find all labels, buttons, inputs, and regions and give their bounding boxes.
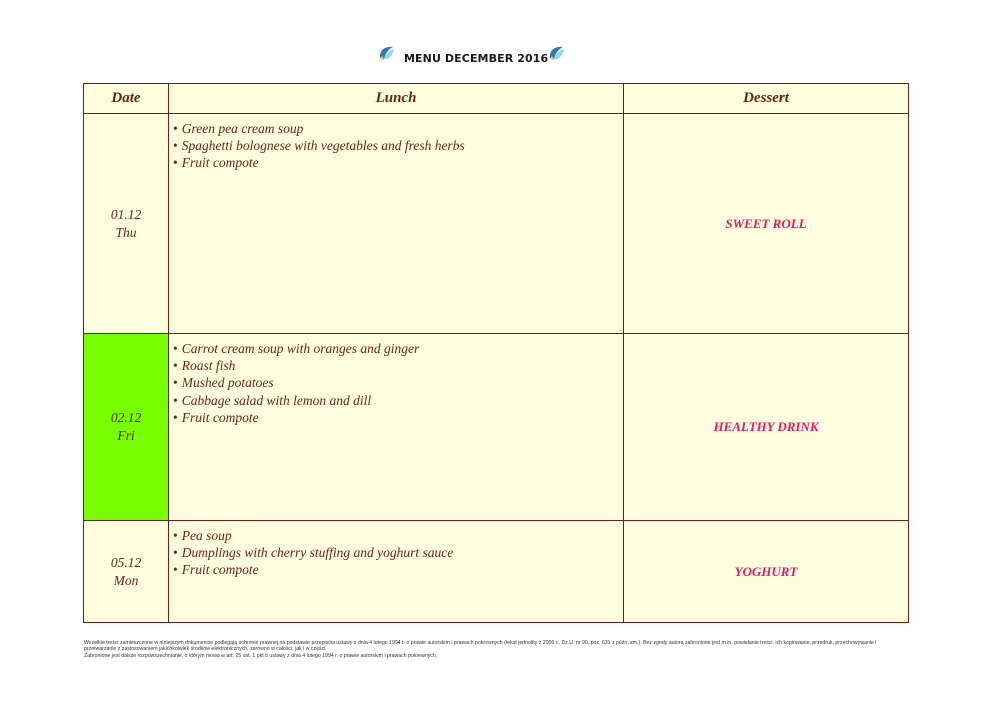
date-cell <box>84 114 169 334</box>
dessert-cell: HEALTHY DRINK <box>624 334 909 521</box>
menu-header <box>0 44 992 68</box>
table-row <box>84 521 909 623</box>
lunch-cell <box>169 521 624 623</box>
copyright-line: Wszelkie treści zamieszczone w niniejszym dokumencie podlegają ochronie prawnej na podstawie przepisów ustawy z dnia 4 lutego 1994 r. o prawie autorskim i prawach pokrewnych (tekst jednolity z 2006 r., Dz.U. nr 90, poz. 631 z późn. zm.). Bez zgody autora zabronione jest m.in. powielanie treści, ich kopiowanie, przedruk, przechowywanie i przetwarzanie z zastosowaniem jakichkolwiek środków elektronicznych, zarówno w całości, jak i w części. <box>84 640 877 653</box>
date-value: 02.12 <box>110 410 142 425</box>
dessert-cell: SWEET ROLL <box>624 114 909 334</box>
column-header-lunch: Lunch <box>169 84 624 114</box>
day-value: Thu <box>115 224 137 240</box>
list-item: • Spaghetti bolognese with vegetables and fresh herbs <box>173 137 623 154</box>
menu-table <box>83 83 909 623</box>
column-header-dessert: Dessert <box>624 84 909 114</box>
day-value: Fri <box>117 428 135 443</box>
date-value: 05.12 <box>110 554 142 570</box>
list-item: • Fruit compote <box>173 409 623 426</box>
lunch-cell <box>169 114 624 334</box>
day-value: Mon <box>113 572 139 588</box>
lunch-list <box>173 340 623 426</box>
page-title: MENU DECEMBER 2016 <box>404 52 549 65</box>
date-cell <box>84 521 169 623</box>
table-header-row <box>84 84 909 114</box>
lunch-cell <box>169 334 624 521</box>
date-cell-highlighted <box>84 334 169 521</box>
copyright-notice <box>84 640 904 659</box>
list-item: • Cabbage salad with lemon and dill <box>173 392 623 409</box>
list-item: • Roast fish <box>173 357 623 374</box>
list-item: • Fruit compote <box>173 561 623 578</box>
dessert-cell: YOGHURT <box>624 521 909 623</box>
list-item: • Pea soup <box>173 527 623 544</box>
copyright-line: Zabronione jest dalsze rozpowszechnianie, o którym mowa w art. 25 ust. 1 pkt b ustawy z dnia 4 lutego 1994 r. o prawie autorskim i prawach pokrewnych. <box>84 652 438 659</box>
list-item: • Mushed potatoes <box>173 374 623 391</box>
date-value: 01.12 <box>110 206 142 222</box>
lunch-list <box>173 120 623 172</box>
decorative-swoosh-icon <box>377 44 397 64</box>
list-item: • Fruit compote <box>173 154 623 171</box>
list-item: • Dumplings with cherry stuffing and yoghurt sauce <box>173 544 623 561</box>
lunch-list <box>173 527 623 579</box>
decorative-swoosh-icon <box>547 44 567 64</box>
list-item: • Green pea cream soup <box>173 120 623 137</box>
column-header-date: Date <box>84 84 169 114</box>
list-item: • Carrot cream soup with oranges and ginger <box>173 340 623 357</box>
table-row <box>84 334 909 521</box>
table-row <box>84 114 909 334</box>
